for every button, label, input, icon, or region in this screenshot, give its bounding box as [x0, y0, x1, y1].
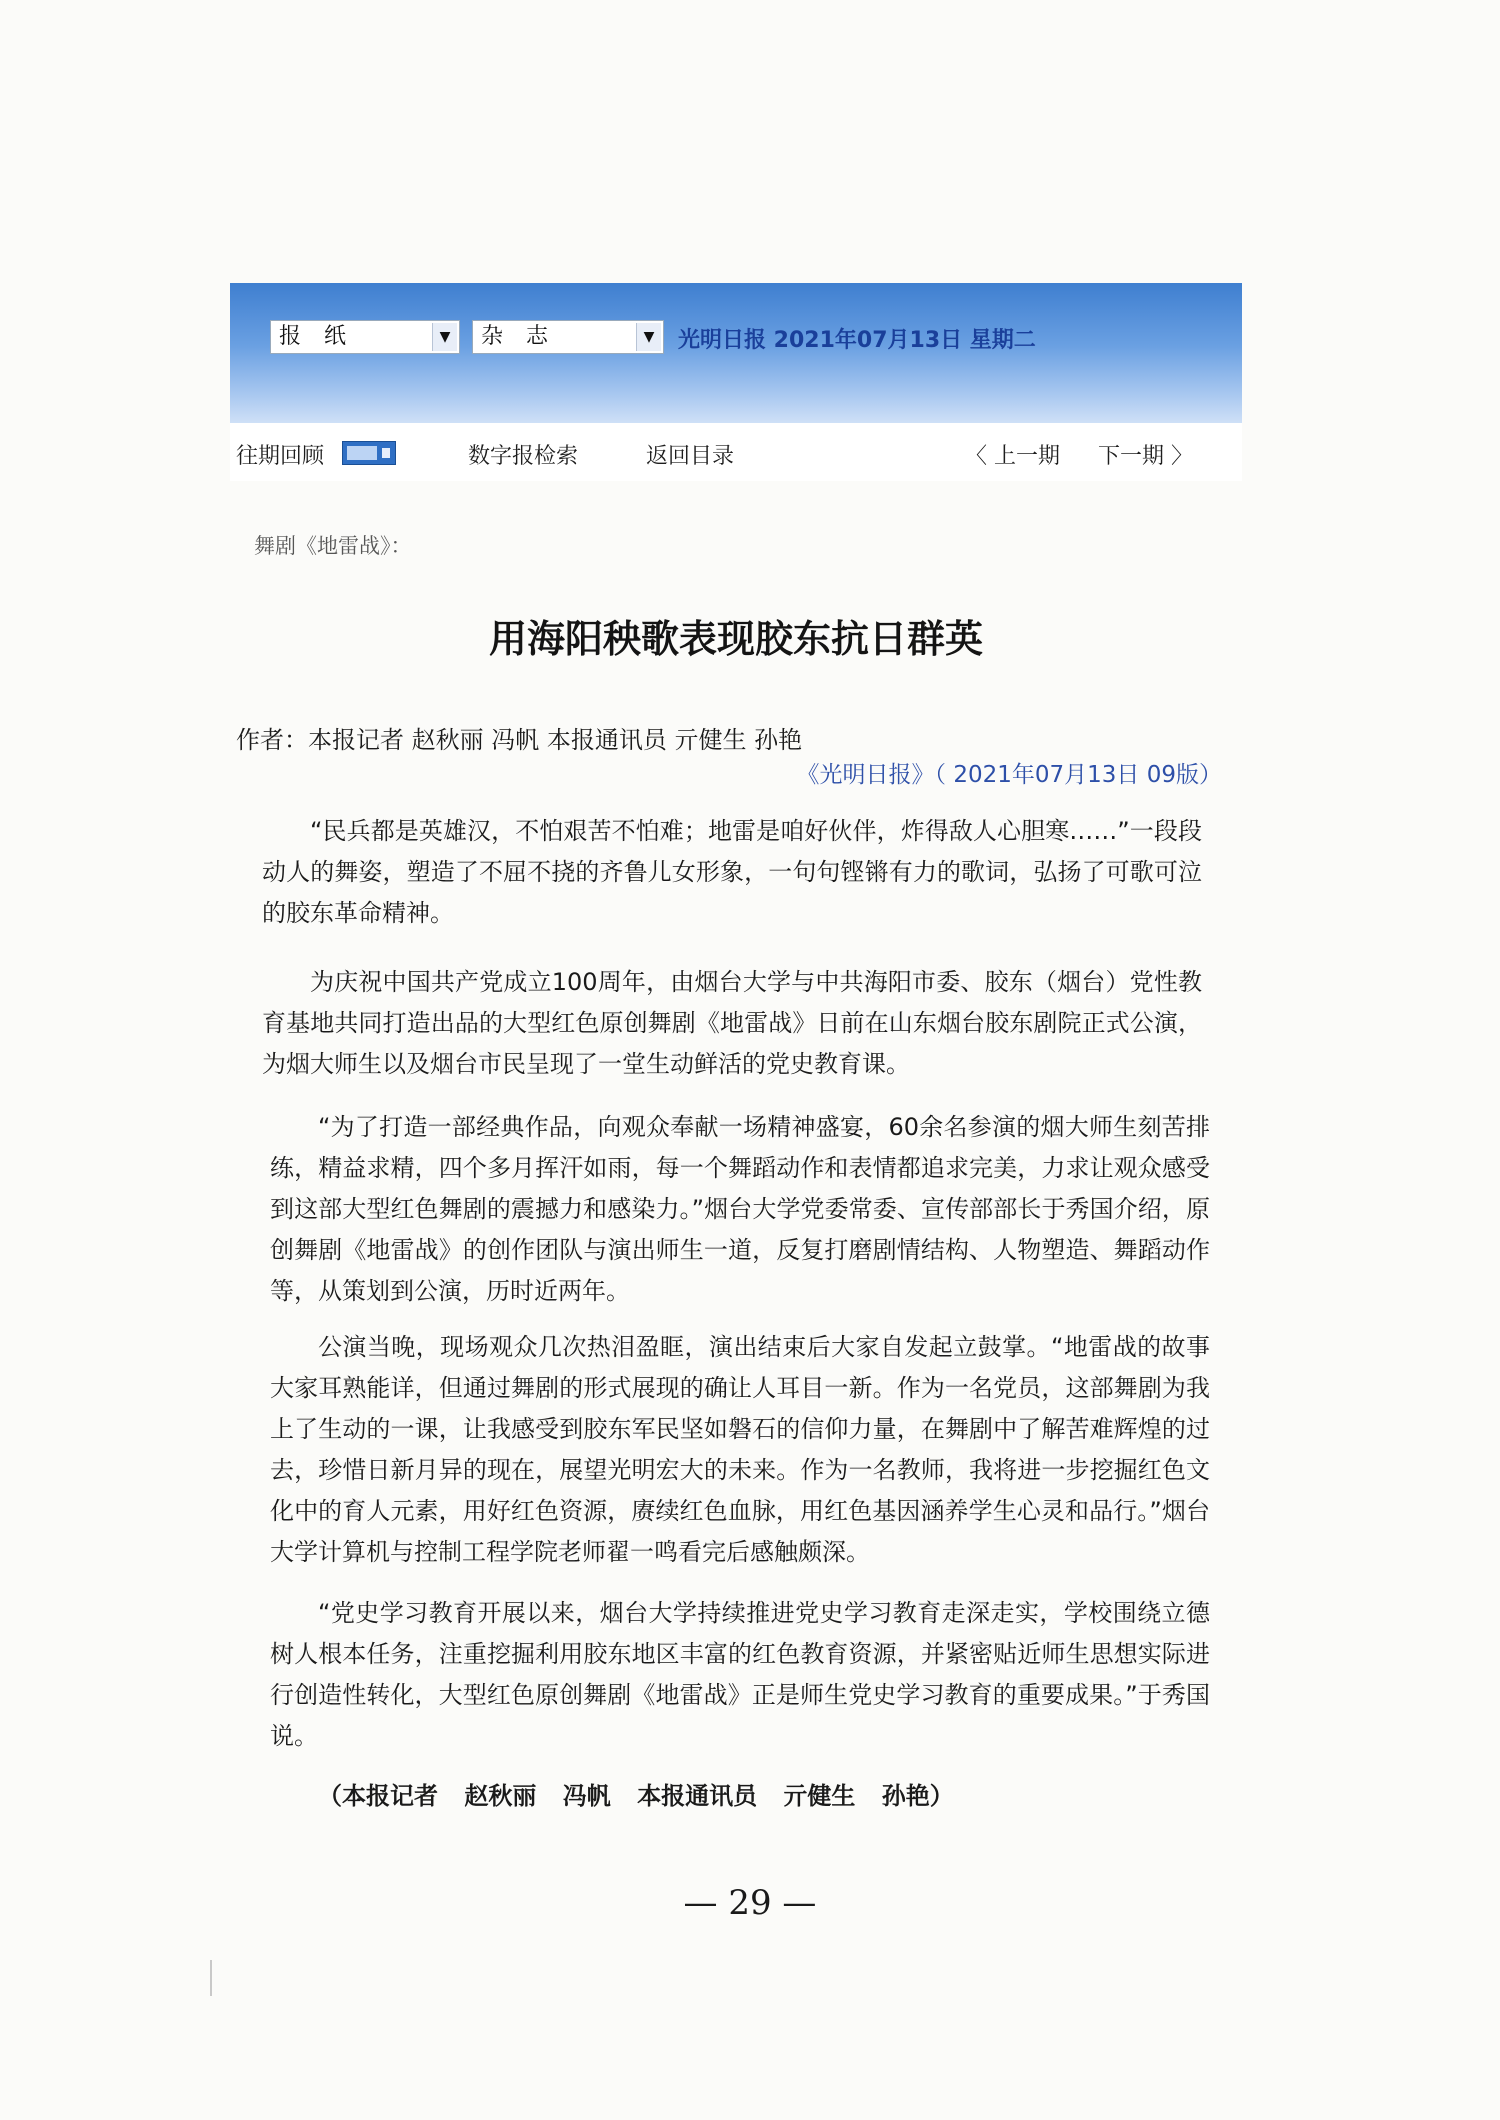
article-signoff: （本报记者 赵秋丽 冯帆 本报通讯员 亓健生 孙艳）: [318, 1782, 954, 1810]
navigation-bar: [230, 423, 1242, 481]
chevron-down-icon[interactable]: ▼: [432, 323, 457, 351]
article-paragraph: 公演当晚，现场观众几次热泪盈眶，演出结束后大家自发起立鼓掌。“地雷战的故事大家耳熟能详，但通过舞剧的形式展现的确让人耳目一新。作为一名党员，这部舞剧为我上了生动的一课，让我感受到胶东军民坚如磐石的信仰力量，在舞剧中了解苦难辉煌的过去，珍惜日新月异的现在，展望光明宏大的未来。作为一名教师，我将进一步挖掘红色文化中的育人元素，用好红色资源，赓续红色血脉，用红色基因涵养学生心灵和品行。”烟台大学计算机与控制工程学院老师翟一鸣看完后感触颇深。: [270, 1333, 1210, 1566]
article-headline: 用海阳秧歌表现胶东抗日群英: [488, 617, 983, 661]
article-byline: 作者：本报记者 赵秋丽 冯帆 本报通讯员 亓健生 孙艳: [236, 726, 803, 754]
calendar-icon[interactable]: [342, 441, 396, 465]
previous-issue-link[interactable]: 〈 上一期: [965, 444, 1060, 469]
article-paragraph: “为了打造一部经典作品，向观众奉献一场精神盛宴，60余名参演的烟大师生刻苦排练，精益求精，四个多月挥汗如雨，每一个舞蹈动作和表情都追求完美，力求让观众感受到这部大型红色舞剧的震撼力和感染力。”烟台大学党委常委、宣传部部长于秀国介绍，原创舞剧《地雷战》的创作团队与演出师生一道，反复打磨剧情结构、人物塑造、舞蹈动作等，从策划到公演，历时近两年。: [270, 1113, 1210, 1305]
next-issue-link[interactable]: 下一期 〉: [1098, 444, 1193, 469]
issue-date-line: 光明日报 2021年07月13日 星期二: [678, 328, 1036, 353]
newspaper-header-banner: [230, 283, 1242, 423]
article-source: 《光明日报》（ 2021年07月13日 09版）: [796, 762, 1222, 788]
paper-select[interactable]: [270, 320, 460, 354]
article-kicker: 舞剧《地雷战》：: [254, 534, 412, 558]
archive-link[interactable]: 往期回顾: [236, 444, 325, 469]
chevron-down-icon[interactable]: ▼: [636, 323, 661, 351]
article-paragraph: 为庆祝中国共产党成立100周年，由烟台大学与中共海阳市委、胶东（烟台）党性教育基地共同打造出品的大型红色原创舞剧《地雷战》日前在山东烟台胶东剧院正式公演，为烟大师生以及烟台市民呈现了一堂生动鲜活的党史教育课。: [262, 968, 1202, 1078]
digital-search-link[interactable]: 数字报检索: [468, 444, 579, 469]
scan-artifact: [210, 1960, 212, 1996]
magazine-select-label: 杂 志: [481, 324, 556, 349]
article-paragraph: “党史学习教育开展以来，烟台大学持续推进党史学习教育走深走实，学校围绕立德树人根本任务，注重挖掘利用胶东地区丰富的红色教育资源，并紧密贴近师生思想实际进行创造性转化，大型红色原创舞剧《地雷战》正是师生党史学习教育的重要成果。”于秀国说。: [270, 1599, 1210, 1750]
page-number: — 29 —: [683, 1883, 817, 1923]
magazine-select[interactable]: [472, 320, 664, 354]
back-to-contents-link[interactable]: 返回目录: [646, 444, 735, 469]
paper-select-label: 报 纸: [279, 324, 354, 349]
article-paragraph: “民兵都是英雄汉，不怕艰苦不怕难；地雷是咱好伙伴，炸得敌人心胆寒……”一段段动人的舞姿，塑造了不屈不挠的齐鲁儿女形象，一句句铿锵有力的歌词，弘扬了可歌可泣的胶东革命精神。: [262, 817, 1202, 927]
